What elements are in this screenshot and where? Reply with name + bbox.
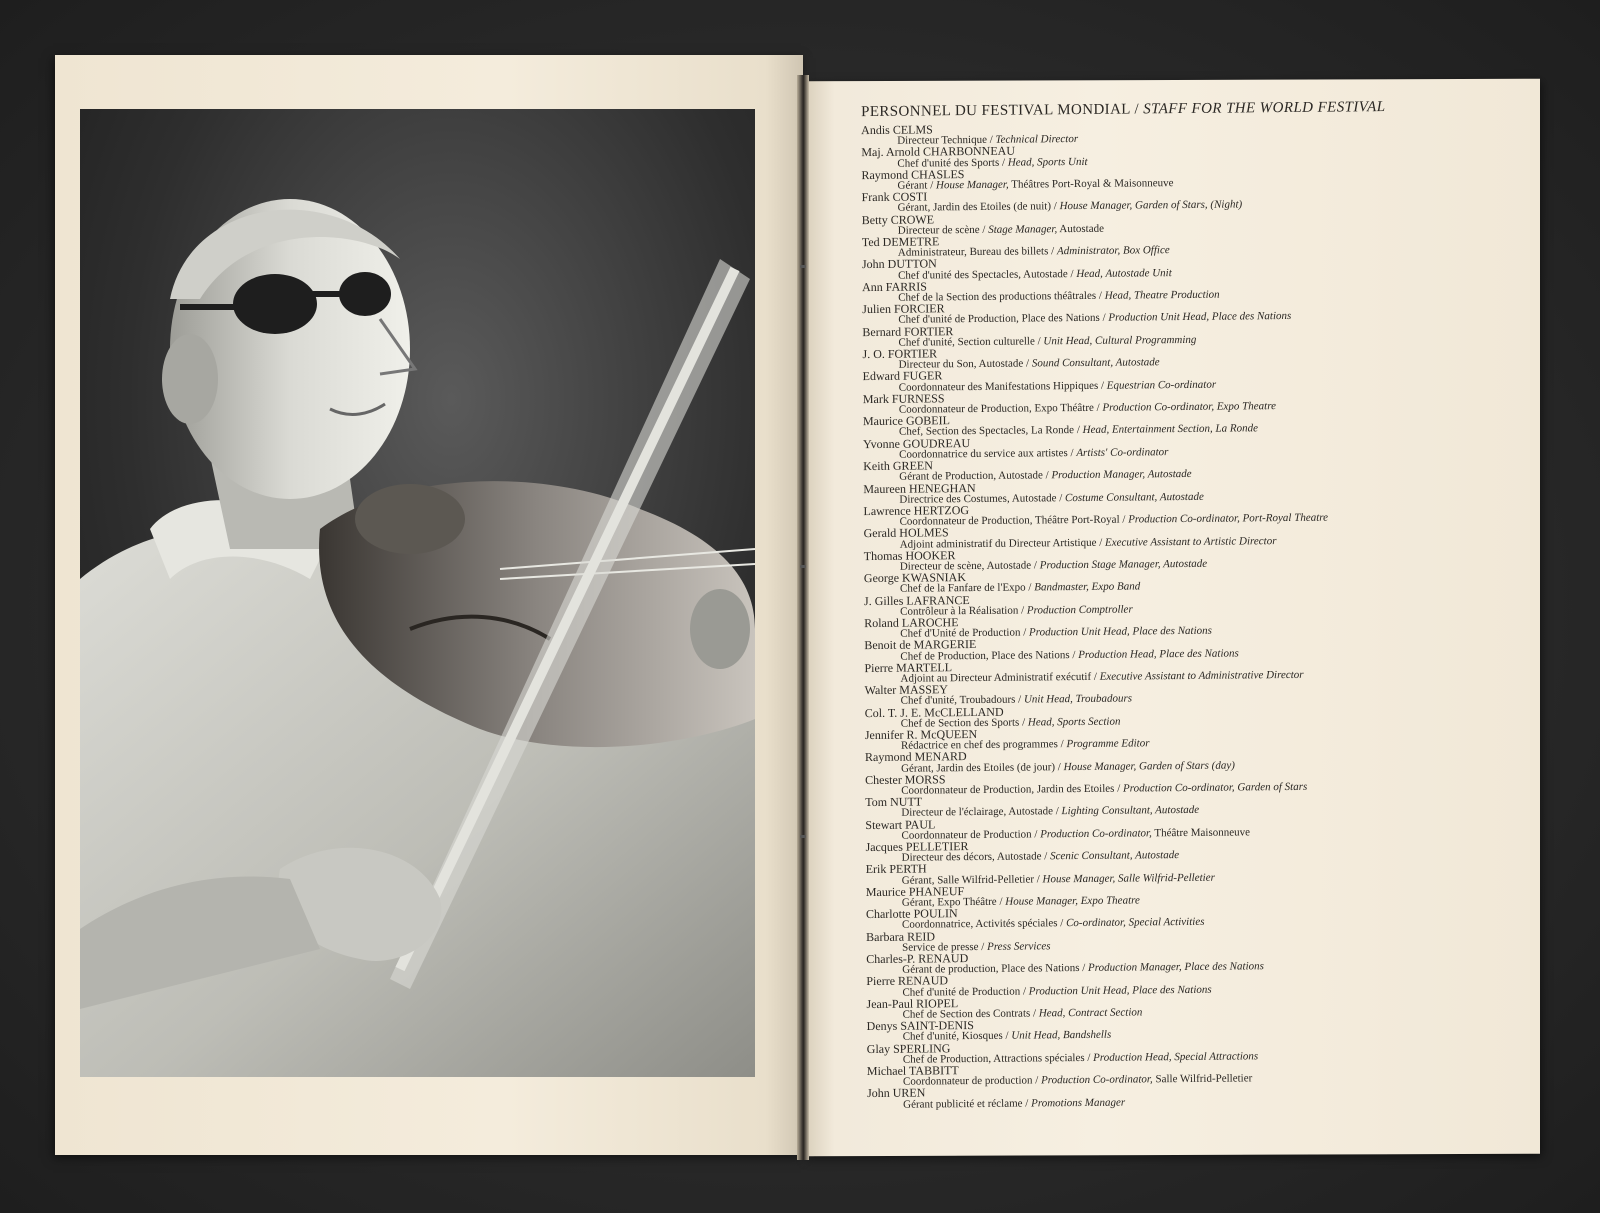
role-english: Production Head, Special Attractions <box>1093 1050 1259 1064</box>
role-french: Gérant, Expo Théâtre <box>901 895 997 909</box>
role-french: Rédactrice en chef des programmes <box>900 738 1058 752</box>
role-english: Production Comptroller <box>1026 603 1133 617</box>
role-separator: / <box>1034 335 1044 348</box>
title-english: STAFF FOR THE WORLD FESTIVAL <box>1143 99 1386 118</box>
role-separator: / <box>1098 379 1107 392</box>
role-english: Executive Assistant to Administrative Director <box>1099 668 1304 683</box>
role-french: Directeur de l'éclairage, Autostade <box>901 805 1054 820</box>
role-venue: Salle Wilfrid-Pelletier <box>1155 1072 1253 1086</box>
role-english: Production Unit Head, Place des Nations <box>1108 310 1292 325</box>
role-english: House Manager, <box>935 178 1009 192</box>
staff-name: John UREN <box>867 1085 926 1101</box>
role-french: Gérant, Jardin des Etoiles (de jour) <box>901 760 1056 775</box>
role-separator: / <box>1002 1030 1012 1043</box>
role-separator: / <box>1099 312 1109 325</box>
role-french: Directeur de scène <box>897 223 980 237</box>
role-french: Coordonnateur de Production <box>901 828 1032 842</box>
staff-name: Stewart PAUL <box>865 816 936 832</box>
role-english: Head, Contract Section <box>1038 1006 1143 1020</box>
staple <box>800 565 806 568</box>
staff-name: Yvonne GOUDREAU <box>863 435 971 451</box>
role-separator: / <box>927 179 937 192</box>
staff-name: Maj. Arnold CHARBONNEAU <box>861 144 1016 160</box>
role-separator: / <box>1114 782 1124 795</box>
role-separator: / <box>1030 1007 1039 1020</box>
staff-name: Betty CROWE <box>861 212 935 227</box>
staff-name: J. O. FORTIER <box>862 346 938 362</box>
role-english: Equestrian Co-ordinator <box>1106 378 1217 392</box>
staff-name: Raymond MENARD <box>864 749 967 765</box>
role-separator: / <box>1018 604 1027 617</box>
staff-name: Mark FURNESS <box>862 391 945 406</box>
role-venue: Théâtres Port-Royal & Maisonneuve <box>1011 177 1174 191</box>
role-separator: / <box>1091 670 1100 683</box>
role-english: Head, Theatre Production <box>1104 288 1220 302</box>
role-french: Directeur des décors, Autostade <box>901 850 1042 864</box>
role-french: Gérant de Production, Autostade <box>899 469 1043 484</box>
role-french: Administrateur, Bureau des billets <box>897 245 1049 259</box>
role-separator: / <box>1032 1074 1042 1087</box>
role-separator: / <box>1015 693 1024 706</box>
role-french: Chef de Production, Attractions spéciales <box>902 1051 1085 1066</box>
staff-name: Maureen HENEGHAN <box>863 480 976 496</box>
title-french: PERSONNEL DU FESTIVAL MONDIAL <box>861 101 1131 121</box>
role-separator: / <box>1119 513 1129 526</box>
role-separator: / <box>1025 581 1035 594</box>
role-separator: / <box>1057 917 1067 930</box>
staff-name: Maurice GOBEIL <box>862 413 950 429</box>
role-french: Adjoint au Directeur Administratif exécutif <box>900 670 1092 685</box>
role-english: Executive Assistant to Artistic Director <box>1104 534 1277 549</box>
staff-name: Maurice PHANEUF <box>865 883 965 899</box>
role-separator: / <box>1020 985 1029 998</box>
role-venue: Théâtre Maisonneuve <box>1154 826 1251 840</box>
role-separator: / <box>1056 491 1066 504</box>
role-separator: / <box>1052 805 1062 818</box>
staff-name: J. Gilles LAFRANCE <box>863 592 970 608</box>
staff-name: Bernard FORTIER <box>862 323 954 339</box>
role-french: Chef d'unité de Production <box>902 985 1021 999</box>
role-separator: / <box>986 133 996 147</box>
role-separator: / <box>1084 1051 1094 1064</box>
role-separator: / <box>1031 828 1041 841</box>
role-french: Coordonnateur de Production, Théâtre Port-Royal <box>899 513 1120 528</box>
role-english: Artists' Co-ordinator <box>1076 446 1169 459</box>
role-english: Administrator, Box Office <box>1056 244 1170 258</box>
role-separator: / <box>1069 648 1079 661</box>
staff-name: Thomas HOOKER <box>863 547 956 563</box>
role-french: Directrice des Costumes, Autostade <box>899 491 1057 506</box>
role-english: Head, Sports Section <box>1027 715 1121 729</box>
role-french: Chef d'unité, Troubadours <box>900 693 1016 708</box>
role-french: Gérant publicité et réclame <box>903 1097 1023 1111</box>
role-french: Coordonnateur de production <box>902 1074 1033 1088</box>
role-french: Contrôleur à la Réalisation <box>900 604 1019 618</box>
role-english: Press Services <box>987 940 1051 953</box>
role-english: Head, Sports Unit <box>1007 155 1088 169</box>
staff-name: Ann FARRIS <box>862 279 927 294</box>
role-separator: / <box>1054 760 1064 773</box>
role-separator: / <box>1050 200 1060 213</box>
staff-name: George KWASNIAK <box>863 570 967 586</box>
role-english: Production Unit Head, Place des Nations <box>1028 624 1212 639</box>
title-separator: / <box>1130 101 1144 118</box>
role-french: Adjoint administratif du Directeur Artistique <box>899 536 1097 551</box>
staple <box>800 835 806 838</box>
role-french: Gérant, Salle Wilfrid-Pelletier <box>901 873 1035 887</box>
role-french: Coordonnateur de Production, Expo Théâtre <box>898 401 1094 416</box>
role-french: Coordonnateur des Manifestations Hippiques <box>898 379 1099 394</box>
role-english: House Manager, Salle Wilfrid-Pelletier <box>1042 871 1215 885</box>
role-english: Production Co-ordinator, <box>1040 827 1152 841</box>
role-english: Production Manager, Autostade <box>1051 468 1192 482</box>
role-venue: Autostade <box>1059 222 1105 236</box>
role-french: Directeur Technique <box>897 134 988 147</box>
staff-name: Col. T. J. E. McCLELLAND <box>864 704 1004 720</box>
left-page <box>55 55 803 1155</box>
staff-name: Walter MASSEY <box>864 682 948 698</box>
role-english: Stage Manager, <box>988 223 1058 236</box>
role-english: Unit Head, Bandshells <box>1011 1029 1112 1043</box>
role-french: Gérant de production, Place des Nations <box>902 962 1080 976</box>
staff-name: Charles-P. RENAUD <box>866 951 969 967</box>
violinist-photo <box>80 109 755 1077</box>
staff-name: Ted DEMETRE <box>861 234 940 250</box>
role-english: Promotions Manager <box>1031 1096 1126 1110</box>
role-separator: / <box>1019 716 1028 729</box>
role-separator: / <box>1067 446 1077 459</box>
staff-name: Jennifer R. McQUEEN <box>864 726 978 743</box>
staff-name: Charlotte POULIN <box>865 906 958 922</box>
role-french: Chef, Section des Spectacles, La Ronde <box>898 424 1075 439</box>
staff-name: Glay SPERLING <box>866 1040 951 1056</box>
role-french: Gérant <box>897 179 928 192</box>
staff-name: Jean-Paul RIOPEL <box>866 996 959 1011</box>
role-separator: / <box>1067 267 1077 280</box>
role-english: House Manager, Garden of Stars (day) <box>1063 759 1235 773</box>
staff-name: Roland LAROCHE <box>864 615 959 631</box>
staff-name: Lawrence HERTZOG <box>863 502 970 518</box>
staff-name: Frank COSTI <box>861 189 928 205</box>
role-separator: / <box>1048 245 1057 258</box>
role-french: Service de presse <box>902 940 979 954</box>
right-page <box>805 79 1540 1157</box>
role-english: Scenic Consultant, Autostade <box>1050 849 1180 863</box>
role-english: Production Unit Head, Place des Nations <box>1028 983 1212 998</box>
role-separator: / <box>1033 872 1043 886</box>
role-english: Unit Head, Troubadours <box>1023 692 1133 706</box>
role-french: Chef de Production, Place des Nations <box>900 648 1070 663</box>
role-french: Coordonnatrice du service aux artistes <box>899 447 1068 461</box>
role-english: Costume Consultant, Autostade <box>1064 490 1204 504</box>
staff-name: Benoit de MARGERIE <box>864 637 977 653</box>
staff-name: Chester MORSS <box>865 772 946 787</box>
staff-name: Jacques PELLETIER <box>865 839 969 855</box>
role-french: Chef d'Unité de Production <box>900 626 1021 640</box>
role-english: House Manager, Garden of Stars, (Night) <box>1059 198 1243 213</box>
staff-name: Gerald HOLMES <box>863 525 949 541</box>
role-english: Unit Head, Cultural Programming <box>1043 333 1197 348</box>
role-french: Directeur du Son, Autostade <box>898 357 1024 371</box>
role-french: Chef de Section des Contrats <box>902 1007 1031 1021</box>
role-english: House Manager, Expo Theatre <box>1005 894 1140 908</box>
role-english: Co-ordinator, Special Activities <box>1066 916 1205 930</box>
staff-name: Pierre MARTELL <box>864 659 953 675</box>
staff-name: Michael TABBITT <box>866 1063 959 1079</box>
role-english: Production Head, Place des Nations <box>1078 647 1239 661</box>
staff-name: Denys SAINT-DENIS <box>866 1018 974 1034</box>
role-english: Production Co-ordinator, Port-Royal Theatre <box>1128 511 1329 526</box>
role-english: Technical Director <box>995 133 1079 146</box>
role-english: Production Co-ordinator, Expo Theatre <box>1102 400 1277 414</box>
role-separator: / <box>1096 289 1105 302</box>
role-french: Chef de la Section des productions théâtrales <box>898 289 1097 304</box>
role-separator: / <box>996 895 1006 908</box>
staff-name: John DUTTON <box>861 256 937 272</box>
spine <box>797 75 809 1160</box>
role-separator: / <box>1079 962 1089 975</box>
staple <box>800 265 806 268</box>
role-french: Chef d'unité, Kiosques <box>902 1030 1003 1044</box>
staff-list <box>861 98 1527 1111</box>
role-french: Chef d'unité des Sports <box>897 156 1000 170</box>
role-separator: / <box>1093 401 1103 414</box>
role-french: Chef d'unité de Production, Place des Nations <box>898 312 1100 327</box>
role-french: Gérant, Jardin des Etoiles (de nuit) <box>897 200 1052 215</box>
role-french: Chef de la Fanfare de l'Expo <box>899 581 1026 596</box>
staff-name: Keith GREEN <box>863 458 933 474</box>
role-separator: / <box>978 940 988 953</box>
role-separator: / <box>1057 738 1067 751</box>
role-french: Chef de Section des Sports <box>900 716 1020 730</box>
role-separator: / <box>979 223 989 236</box>
role-french: Coordonnatrice, Activités spéciales <box>901 917 1058 932</box>
role-separator: / <box>1023 357 1032 370</box>
role-french: Chef d'unité des Spectacles, Autostade <box>898 267 1068 282</box>
role-separator: / <box>1022 1097 1032 1110</box>
staff-name: Julien FORCIER <box>862 301 945 317</box>
role-french: Coordonnateur de Production, Jardin des Etoiles <box>901 782 1115 797</box>
role-separator: / <box>999 156 1008 169</box>
role-english: Bandmaster, Expo Band <box>1034 580 1141 594</box>
role-separator: / <box>1041 850 1051 863</box>
staff-name: Edward FUGER <box>862 368 943 384</box>
staff-name: Pierre RENAUD <box>866 973 949 989</box>
role-english: Sound Consultant, Autostade <box>1031 356 1160 370</box>
page-title <box>861 98 1521 121</box>
role-french: Chef d'unité, Section culturelle <box>898 335 1035 349</box>
staff-name: Raymond CHASLES <box>861 166 965 182</box>
role-english: Head, Autostade Unit <box>1076 266 1172 280</box>
role-separator: / <box>1020 626 1030 639</box>
role-english: Head, Entertainment Section, La Ronde <box>1082 422 1259 437</box>
role-separator: / <box>1031 559 1040 572</box>
role-english: Production Manager, Place des Nations <box>1087 960 1264 975</box>
role-english: Production Co-ordinator, <box>1041 1073 1153 1087</box>
staff-name: Barbara REID <box>866 929 936 944</box>
role-english: Production Co-ordinator, Garden of Stars <box>1122 780 1308 795</box>
role-french: Directeur de scène, Autostade <box>899 559 1032 573</box>
role-english: Production Stage Manager, Autostade <box>1039 557 1208 572</box>
staff-name: Tom NUTT <box>865 794 923 810</box>
booklet <box>55 50 1540 1155</box>
role-separator: / <box>1042 469 1052 482</box>
staff-name: Andis CELMS <box>861 122 933 138</box>
staff-name: Erik PERTH <box>865 861 927 877</box>
staff-entries <box>861 119 1527 1111</box>
role-english: Lighting Consultant, Autostade <box>1061 804 1200 818</box>
role-separator: / <box>1074 424 1083 437</box>
role-english: Programme Editor <box>1066 737 1150 751</box>
role-separator: / <box>1096 536 1106 549</box>
